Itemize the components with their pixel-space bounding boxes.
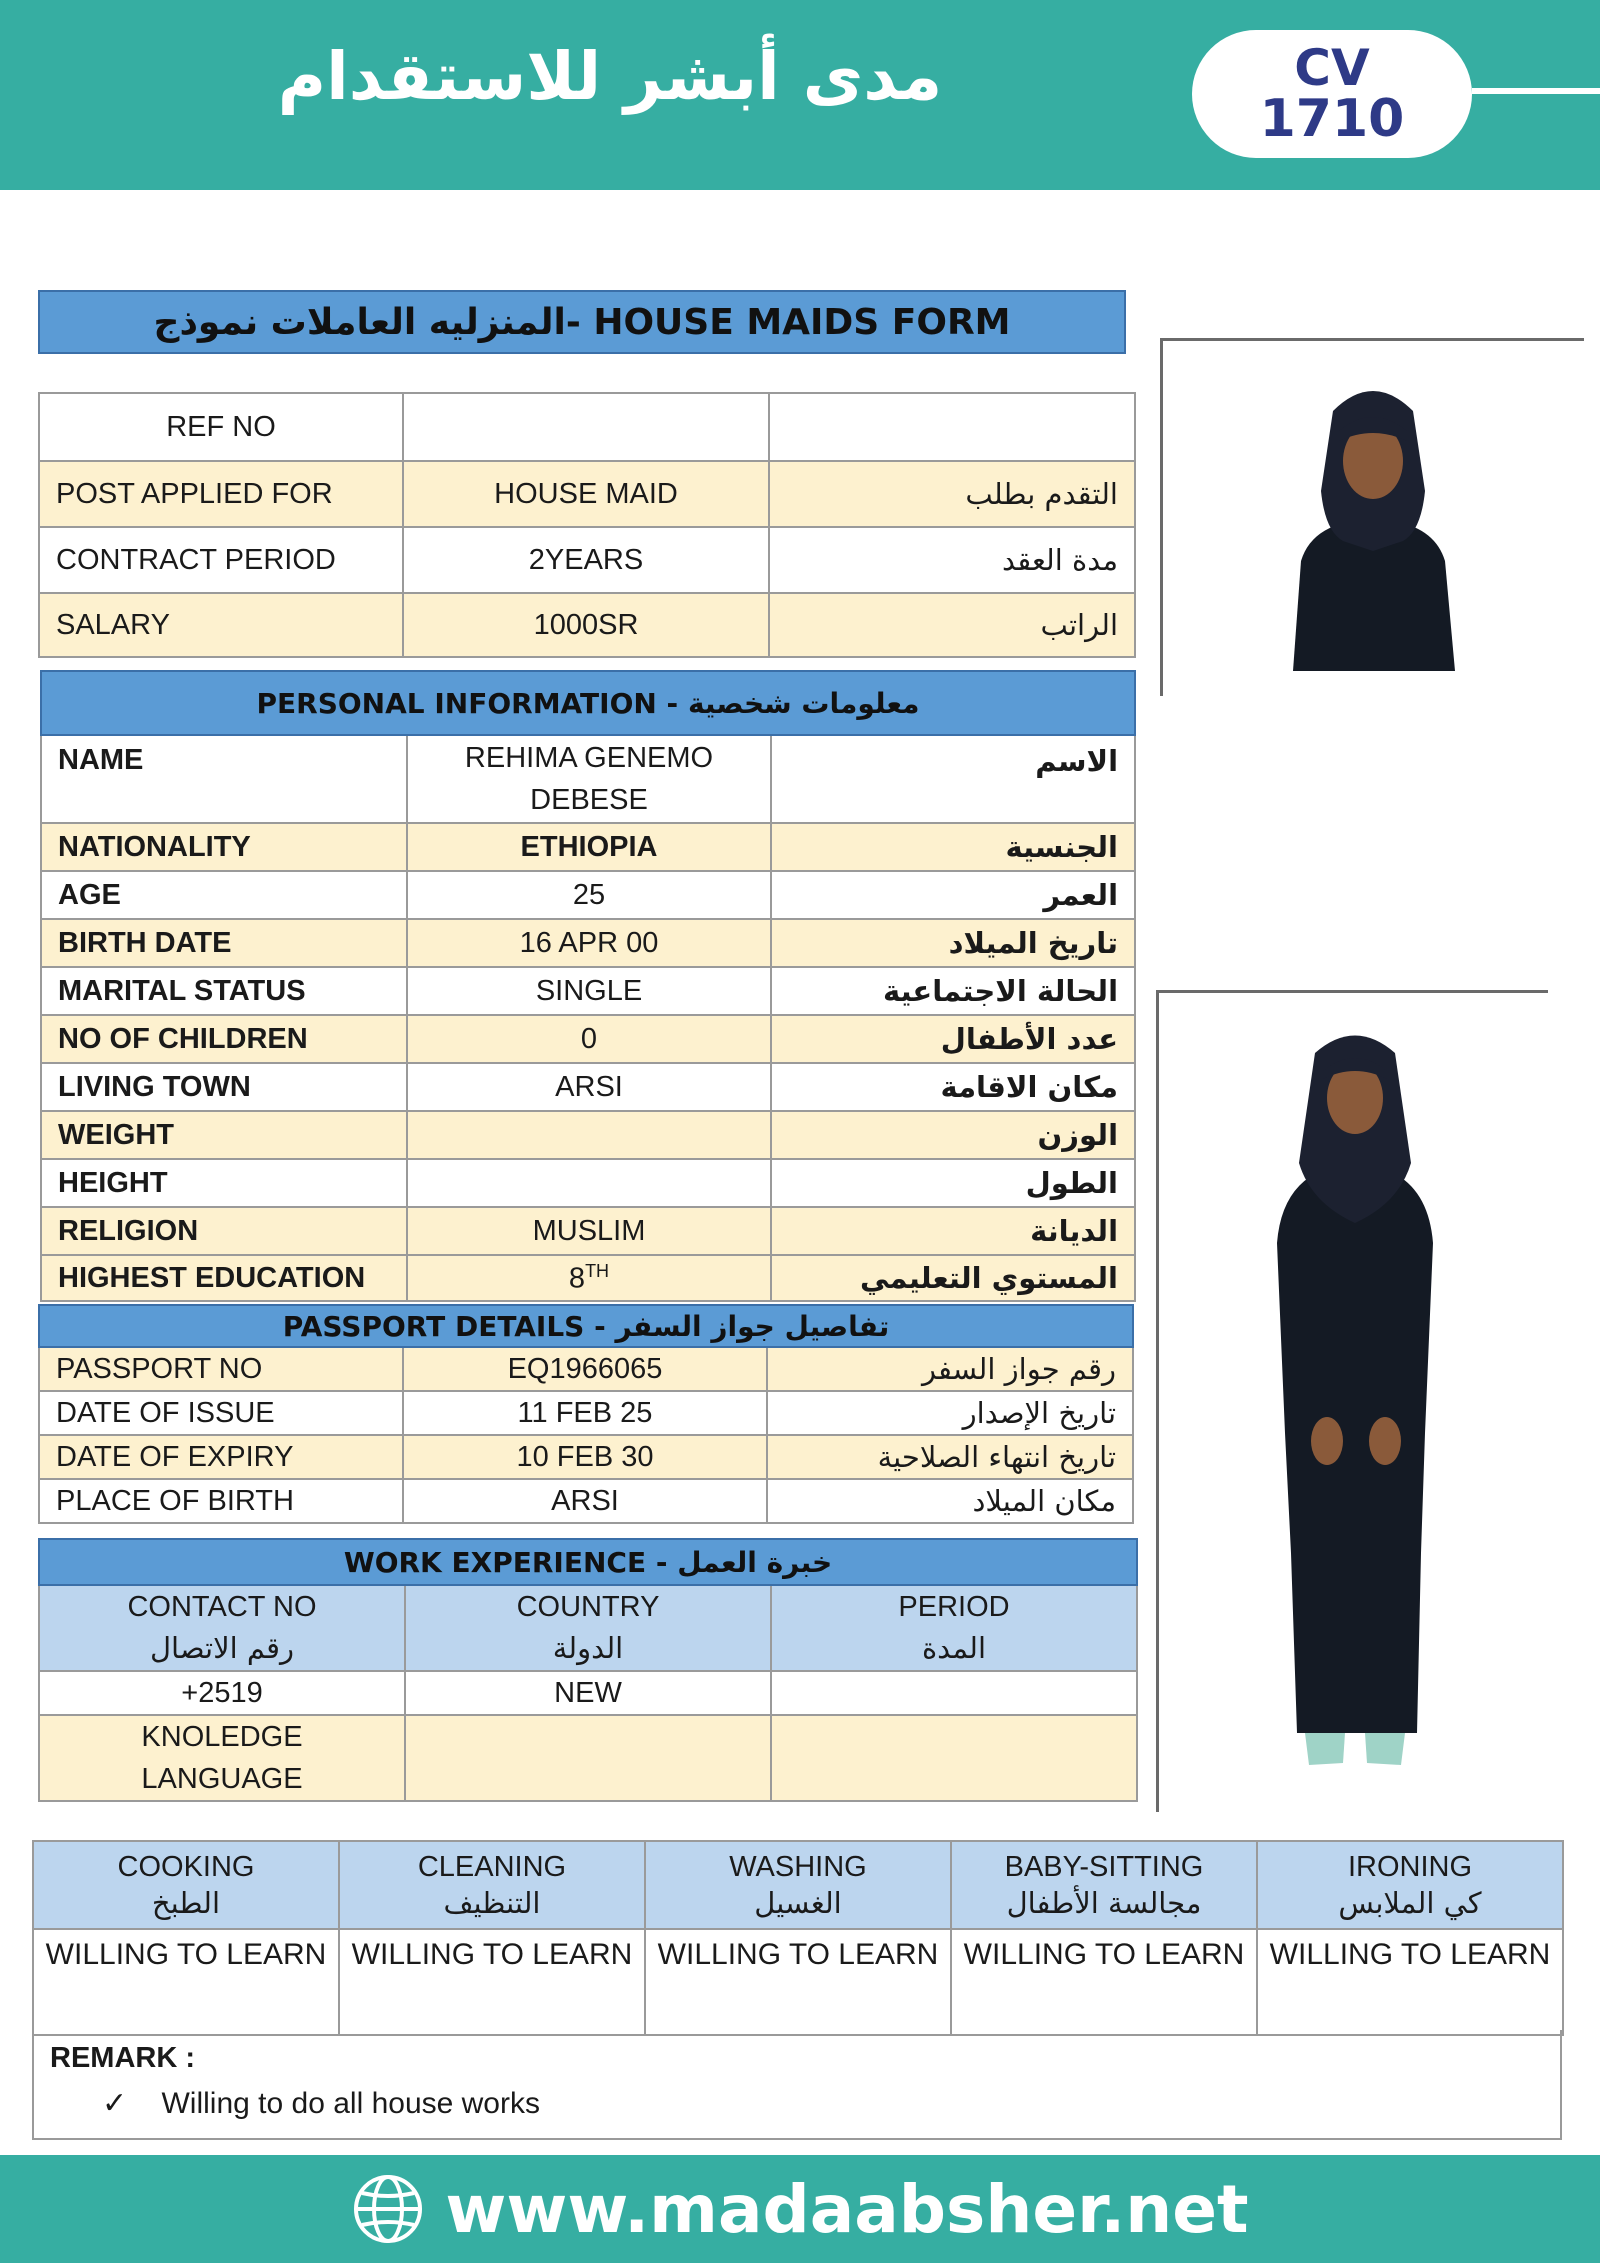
weight-value <box>407 1111 771 1159</box>
table-row <box>41 823 1135 871</box>
name-ar: الاسم <box>771 735 1135 823</box>
weight-ar: الوزن <box>771 1111 1135 1159</box>
issue-date-label: DATE OF ISSUE <box>39 1391 403 1435</box>
country-col-ar: الدولة <box>552 1631 624 1665</box>
table-row <box>41 1159 1135 1207</box>
skill-ironing-ar: كي الملابس <box>1338 1886 1482 1920</box>
post-ar: التقدم بطلب <box>769 461 1135 527</box>
period-col-en: PERIOD <box>898 1591 1010 1624</box>
company-name: مدى أبشر للاستقدام <box>277 38 943 115</box>
full-body-photo <box>1156 990 1548 1812</box>
education-suffix: TH <box>585 1260 610 1281</box>
globe-icon <box>351 2172 425 2246</box>
skill-babysitting-en: BABY-SITTING <box>1004 1850 1204 1883</box>
post-label: POST APPLIED FOR <box>39 461 403 527</box>
salary-label: SALARY <box>39 593 403 657</box>
table-row <box>41 1063 1135 1111</box>
skill-babysitting-ar: مجالسة الأطفال <box>1006 1886 1202 1920</box>
knowledge-value <box>405 1715 771 1801</box>
expiry-date-label: DATE OF EXPIRY <box>39 1435 403 1479</box>
skill-washing-header <box>645 1841 951 1929</box>
remark-text: Willing to do all house works <box>161 2087 540 2120</box>
section-header-row <box>39 1305 1133 1347</box>
check-icon: ✓ <box>102 2087 128 2120</box>
birth-date-label: BIRTH DATE <box>41 919 407 967</box>
page-footer <box>0 2155 1600 2263</box>
nationality-value: ETHIOPIA <box>407 823 771 871</box>
contract-label: CONTRACT PERIOD <box>39 527 403 593</box>
children-label: NO OF CHILDREN <box>41 1015 407 1063</box>
expiry-date-value: 10 FEB 30 <box>403 1435 767 1479</box>
name-line-1: REHIMA GENEMO <box>464 741 714 774</box>
nationality-label: NATIONALITY <box>41 823 407 871</box>
religion-label: RELIGION <box>41 1207 407 1255</box>
age-ar: العمر <box>771 871 1135 919</box>
cv-badge <box>1192 30 1472 158</box>
knowledge-line-2: LANGUAGE <box>141 1763 303 1796</box>
contract-ar: مدة العقد <box>769 527 1135 593</box>
living-town-ar: مكان الاقامة <box>771 1063 1135 1111</box>
education-label: HIGHEST EDUCATION <box>41 1255 407 1301</box>
personal-info-header: PERSONAL INFORMATION - معلومات شخصية <box>41 671 1135 735</box>
height-ar: الطول <box>771 1159 1135 1207</box>
passport-table <box>38 1304 1134 1524</box>
salary-value: 1000SR <box>403 593 769 657</box>
ref-no-label: REF NO <box>39 393 403 461</box>
personal-info-table <box>40 670 1136 1302</box>
contact-col-en: CONTACT NO <box>127 1591 317 1624</box>
passport-no-value: EQ1966065 <box>403 1347 767 1391</box>
age-value: 25 <box>407 871 771 919</box>
skill-cleaning-value: WILLING TO LEARN <box>339 1929 645 2035</box>
contract-value: 2YEARS <box>403 527 769 593</box>
table-row <box>39 527 1135 593</box>
work-header: WORK EXPERIENCE - خبرة العمل <box>39 1539 1137 1585</box>
marital-value: SINGLE <box>407 967 771 1015</box>
ref-no-value <box>403 393 769 461</box>
table-row <box>41 967 1135 1015</box>
salary-ar: الراتب <box>769 593 1135 657</box>
table-row <box>41 1255 1135 1301</box>
table-row <box>39 1391 1133 1435</box>
table-row <box>39 1435 1133 1479</box>
table-row <box>39 593 1135 657</box>
expiry-date-ar: تاريخ انتهاء الصلاحية <box>767 1435 1133 1479</box>
weight-label: WEIGHT <box>41 1111 407 1159</box>
marital-label: MARITAL STATUS <box>41 967 407 1015</box>
skill-cooking-value: WILLING TO LEARN <box>33 1929 339 2035</box>
height-label: HEIGHT <box>41 1159 407 1207</box>
country-value: NEW <box>405 1671 771 1715</box>
portrait-photo <box>1160 338 1584 696</box>
table-row <box>39 461 1135 527</box>
remark-title: REMARK : <box>50 2042 195 2074</box>
skill-ironing-header <box>1257 1841 1563 1929</box>
country-col-header <box>405 1585 771 1671</box>
knowledge-extra <box>771 1715 1137 1801</box>
work-experience-table <box>38 1538 1138 1802</box>
table-row <box>39 1479 1133 1523</box>
education-value <box>407 1255 771 1301</box>
skills-table <box>32 1840 1564 2036</box>
skills-value-row <box>33 1929 1563 2035</box>
education-ar: المستوي التعليمي <box>771 1255 1135 1301</box>
marital-ar: الحالة الاجتماعية <box>771 967 1135 1015</box>
application-table <box>38 392 1136 658</box>
full-body-figure <box>1159 993 1551 1815</box>
skill-cooking-ar: الطبخ <box>151 1886 221 1920</box>
passport-header: PASSPORT DETAILS - تفاصيل جواز السفر <box>39 1305 1133 1347</box>
name-value <box>407 735 771 823</box>
website-link[interactable]: www.madaabsher.net <box>445 2170 1249 2248</box>
religion-value: MUSLIM <box>407 1207 771 1255</box>
children-ar: عدد الأطفال <box>771 1015 1135 1063</box>
form-title: المنزليه العاملات نموذج- HOUSE MAIDS FORM <box>38 290 1126 354</box>
period-col-header <box>771 1585 1137 1671</box>
skill-babysitting-header <box>951 1841 1257 1929</box>
section-header-row <box>39 1539 1137 1585</box>
period-col-ar: المدة <box>921 1631 987 1665</box>
skill-washing-value: WILLING TO LEARN <box>645 1929 951 2035</box>
height-value <box>407 1159 771 1207</box>
knowledge-line-1: KNOLEDGE <box>141 1721 303 1753</box>
skill-cooking-header <box>33 1841 339 1929</box>
cv-number: 1710 <box>1259 89 1405 149</box>
skill-washing-en: WASHING <box>729 1850 867 1883</box>
skill-cooking-en: COOKING <box>117 1850 255 1883</box>
religion-ar: الديانة <box>771 1207 1135 1255</box>
name-line-2: DEBESE <box>530 784 648 816</box>
table-row <box>41 919 1135 967</box>
ref-no-ar <box>769 393 1135 461</box>
skills-header-row <box>33 1841 1563 1929</box>
living-town-label: LIVING TOWN <box>41 1063 407 1111</box>
issue-date-ar: تاريخ الإصدار <box>767 1391 1133 1435</box>
table-row <box>41 1111 1135 1159</box>
age-label: AGE <box>41 871 407 919</box>
skill-babysitting-value: WILLING TO LEARN <box>951 1929 1257 2035</box>
portrait-figure <box>1163 341 1587 699</box>
cv-label: CV <box>1294 39 1370 97</box>
table-row <box>39 393 1135 461</box>
birth-place-label: PLACE OF BIRTH <box>39 1479 403 1523</box>
birth-date-ar: تاريخ الميلاد <box>771 919 1135 967</box>
birth-place-ar: مكان الميلاد <box>767 1479 1133 1523</box>
table-header-row <box>39 1585 1137 1671</box>
contact-col-header <box>39 1585 405 1671</box>
remark-section <box>32 2030 1562 2140</box>
table-row <box>41 1015 1135 1063</box>
birth-place-value: ARSI <box>403 1479 767 1523</box>
table-row <box>39 1347 1133 1391</box>
name-label: NAME <box>41 735 407 823</box>
page-header <box>0 0 1600 190</box>
skill-cleaning-en: CLEANING <box>417 1850 567 1883</box>
nationality-ar: الجنسية <box>771 823 1135 871</box>
knowledge-language-label <box>39 1715 405 1801</box>
skill-ironing-value: WILLING TO LEARN <box>1257 1929 1563 2035</box>
table-row <box>41 1207 1135 1255</box>
remark-item <box>102 2086 540 2121</box>
skill-washing-ar: الغسيل <box>754 1886 842 1920</box>
table-row <box>39 1715 1137 1801</box>
passport-no-ar: رقم جواز السفر <box>767 1347 1133 1391</box>
skill-cleaning-ar: التنظيف <box>443 1886 541 1920</box>
issue-date-value: 11 FEB 25 <box>403 1391 767 1435</box>
section-header-row <box>41 671 1135 735</box>
table-row <box>39 1671 1137 1715</box>
period-value <box>771 1671 1137 1715</box>
birth-date-value: 16 APR 00 <box>407 919 771 967</box>
table-row <box>41 735 1135 823</box>
contact-col-ar: رقم الاتصال <box>149 1631 295 1665</box>
table-row <box>41 871 1135 919</box>
header-divider <box>1472 88 1600 94</box>
post-value: HOUSE MAID <box>403 461 769 527</box>
children-value: 0 <box>407 1015 771 1063</box>
country-col-en: COUNTRY <box>516 1591 660 1624</box>
passport-no-label: PASSPORT NO <box>39 1347 403 1391</box>
living-town-value: ARSI <box>407 1063 771 1111</box>
education-number: 8 <box>568 1262 586 1295</box>
skill-cleaning-header <box>339 1841 645 1929</box>
contact-value: +2519 <box>39 1671 405 1715</box>
skill-ironing-en: IRONING <box>1347 1850 1473 1883</box>
